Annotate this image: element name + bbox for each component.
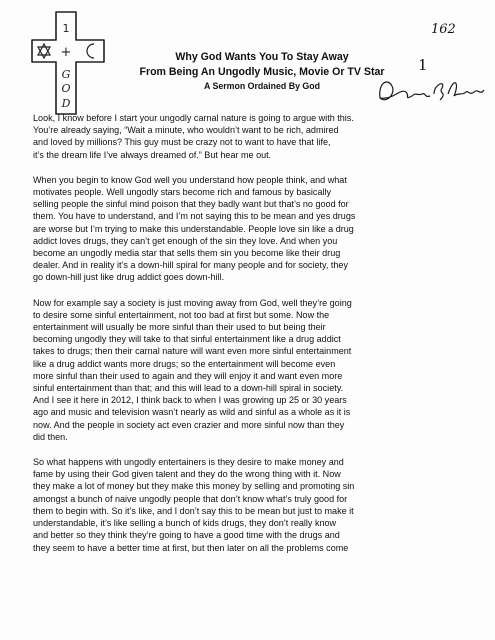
text-line: did then.: [33, 431, 68, 442]
text-line: and better so they think they’re going to have a good time with the drugs and: [33, 530, 340, 541]
text-line: sinful entertainment than that; and this will lead to a down-hill spiral in society.: [33, 383, 344, 394]
cross-letter-d: D: [61, 97, 71, 110]
title-block: [112, 50, 412, 92]
cross-letter-1: 1: [62, 22, 70, 35]
cross-letter-o: O: [61, 82, 71, 95]
cross-emblem: [26, 6, 118, 118]
text-line: them. You have to understand, and I’m not saying this to be mean and yes drugs: [33, 211, 356, 222]
text-line: understandable, it’s like selling a bunch of kids drugs, they don’t really know: [33, 518, 337, 529]
text-line: to desire some sinful entertainment, not too bad at first but some. Now the: [33, 309, 330, 320]
text-line: selling people the sinful mind poison that they badly want but that’s no good for: [33, 199, 349, 210]
text-line: more sinful than their used to again and they will enjoy it and want even more: [33, 370, 343, 381]
text-line: addict loves drugs, they can’t get enough of the sin they love. And when you: [33, 235, 338, 246]
text-line: it’s the dream life I’ve always dreamed of.” But hear me out.: [33, 149, 272, 160]
paragraph-2: [33, 174, 475, 284]
text-line: ago and music and television wasn’t nearly as wild and sinful as a whole as it is: [33, 407, 351, 418]
text-line: becoming ungodly they will take to that sinful entertainment like a drug addict: [33, 334, 341, 345]
text-line: they seem to have a better time at first, but then later on all the problems come: [33, 542, 349, 553]
text-line: become an ungodly media star that sells them sin you become like their drug: [33, 248, 341, 259]
text-line: and loved by millions? This guy must be crazy not to want to have that life,: [33, 137, 331, 148]
text-line: entertainment will usually be more sinful than their used to but being their: [33, 322, 326, 333]
subtitle: A Sermon Ordained By God: [203, 81, 320, 91]
text-line: takes to drugs; then their carnal nature will want even more sinful entertainment: [33, 346, 352, 357]
sheet-number: 1: [418, 56, 428, 74]
text-line: So what happens with ungodly entertainers is they desire to make money and: [33, 457, 344, 468]
text-line: Now for example say a society is just moving away from God, well they’re going: [33, 297, 352, 308]
text-line: go down-hill just like drug addict goes down-hill.: [33, 272, 225, 283]
cross-letter-plus: +: [60, 45, 72, 60]
sermon-body: [33, 112, 475, 567]
star-of-david-icon: [38, 44, 50, 58]
paragraph-3: [33, 297, 475, 443]
text-line: them to begin with. So it’s like, and I don’t say this to be mean but just to make it: [33, 505, 354, 516]
text-line: amongst a bunch of naive ungodly people that don’t know what’s truly good for: [33, 493, 348, 504]
text-line: fame by using their God given talent and they do the wrong thing with it. Now: [33, 469, 341, 480]
text-line: motivates people. Well ungodly stars become rich and famous by basically: [33, 187, 332, 198]
text-line: And I see it here in 2012, I think back to when I was growing up 25 or 30 years: [33, 395, 347, 406]
title-line-2: From Being An Ungodly Music, Movie Or TV Star: [139, 66, 385, 78]
text-line: You’re already saying, “Wait a minute, who wouldn’t want to be rich, admired: [33, 125, 339, 136]
text-line: like a drug addict wants more drugs; so the entertainment will become even: [33, 358, 336, 369]
paragraph-1: [33, 112, 475, 161]
paragraph-4: [33, 456, 475, 554]
text-line: Look, I know before I start your ungodly carnal nature is going to argue with this.: [33, 113, 354, 123]
title-line-1: Why God Wants You To Stay Away: [175, 51, 349, 63]
page-number: 162: [431, 22, 456, 37]
text-line: dealer. And in reality it’s a down-hill spiral for many people and for society, they: [33, 260, 348, 271]
cross-letter-g: G: [61, 68, 71, 81]
text-line: When you begin to know God well you understand how people think, and what: [33, 174, 347, 185]
text-line: they make a lot of money but they make this money by selling and promoting sin: [33, 481, 355, 492]
text-line: now. And the people in society act even crazier and more sinful now than they: [33, 419, 345, 430]
text-line: are worse but I’m trying to make this understandable. People love sin like a drug: [33, 223, 354, 234]
crescent-moon-icon: [87, 44, 94, 58]
